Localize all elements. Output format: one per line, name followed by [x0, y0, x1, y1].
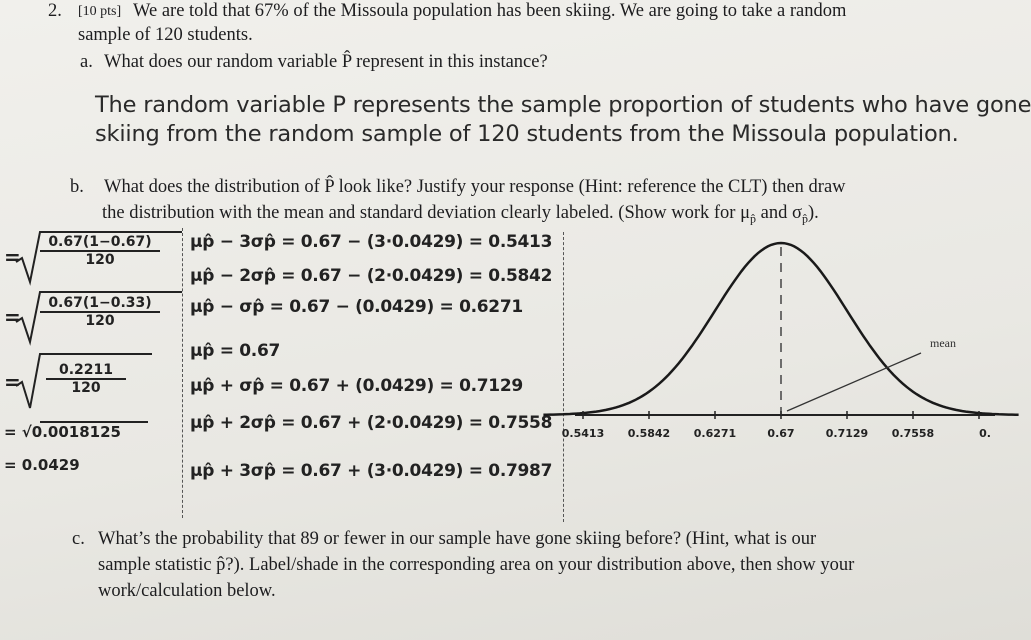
sd-line-4: = √0.0018125 [4, 423, 121, 441]
sqrt-overline-4 [40, 420, 150, 424]
step-plus-2sd: μp̂ + 2σp̂ = 0.67 + (2·0.0429) = 0.7558 [190, 413, 553, 433]
fraction-3-den: 120 [71, 380, 101, 396]
part-b-q2-text: the distribution with the mean and standard deviation clearly labeled. (Show work for μ [102, 203, 750, 223]
x-tick-label: 0.67 [767, 427, 795, 440]
question-text-line2: sample of 120 students. [78, 25, 253, 45]
x-tick-label: 0.5413 [561, 427, 605, 440]
sd-line-5: = 0.0429 [4, 456, 80, 474]
x-tick-label: 0.7129 [825, 427, 869, 440]
sd-eq-2: = [4, 305, 21, 329]
part-b-question-line1: What does the distribution of P̂ look like? Justify your response (Hint: reference the CLT) then draw [104, 177, 846, 197]
step-minus-1sd: μp̂ − σp̂ = 0.67 − (0.0429) = 0.6271 [190, 297, 523, 317]
question-number: 2. [48, 1, 62, 21]
part-b-q2-end: ). [807, 203, 819, 223]
normal-distribution-chart [561, 225, 995, 450]
part-b-q2-sub2: p̂ [801, 211, 808, 226]
fraction-2-num: 0.67(1−0.33) [40, 295, 160, 313]
part-c-line1: What’s the probability that 89 or fewer in our sample have gone skiing before? (Hint, what is our [98, 529, 817, 549]
step-plus-1sd: μp̂ + σp̂ = 0.67 + (0.0429) = 0.7129 [190, 376, 523, 396]
fraction-1-den: 120 [85, 252, 115, 268]
part-c-letter: c. [72, 529, 85, 549]
guide-line-left [182, 228, 183, 518]
sd-eq-1: = [4, 245, 21, 269]
part-b-question-line2 [102, 203, 819, 227]
fraction-1-num: 0.67(1−0.67) [40, 234, 160, 252]
x-tick-label: 0.5842 [627, 427, 671, 440]
step-mean: μp̂ = 0.67 [190, 341, 281, 361]
part-c-line2: sample statistic p̂?). Label/shade in the corresponding area on your distribution above, then show your [98, 555, 855, 575]
part-a-answer-line2: skiing from the random sample of 120 students from the Missoula population. [95, 121, 959, 147]
sd-eq-3: = [4, 370, 21, 394]
part-a-question: What does our random variable P̂ represent in this instance? [104, 52, 548, 72]
part-a-letter: a. [80, 52, 93, 72]
step-minus-2sd: μp̂ − 2σp̂ = 0.67 − (2·0.0429) = 0.5842 [190, 266, 553, 286]
fraction-2 [40, 295, 160, 329]
mean-annotation: mean [930, 336, 956, 350]
part-b-letter: b. [70, 177, 84, 197]
question-text-line1: We are told that 67% of the Missoula population has been skiing. We are going to take a random [133, 1, 847, 21]
x-tick-label: 0.7558 [891, 427, 935, 440]
part-b-q2-sub1: p̂ [750, 211, 756, 226]
fraction-3-num: 0.2211 [46, 362, 126, 380]
guide-line-right [563, 232, 564, 522]
x-tick-label: 0.6271 [693, 427, 737, 440]
fraction-3 [46, 362, 126, 396]
step-minus-3sd: μp̂ − 3σp̂ = 0.67 − (3·0.0429) = 0.5413 [190, 232, 553, 252]
part-a-answer-line1: The random variable P represents the sample proportion of students who have gone [95, 92, 1031, 118]
question-points: [10 pts] [78, 4, 122, 19]
step-plus-3sd: μp̂ + 3σp̂ = 0.67 + (3·0.0429) = 0.7987 [190, 461, 553, 481]
x-tick-label: 0. [979, 427, 991, 440]
fraction-1 [40, 234, 160, 268]
fraction-2-den: 120 [85, 313, 115, 329]
part-b-q2-and: and σ [756, 203, 802, 223]
part-c-line3: work/calculation below. [98, 581, 276, 601]
